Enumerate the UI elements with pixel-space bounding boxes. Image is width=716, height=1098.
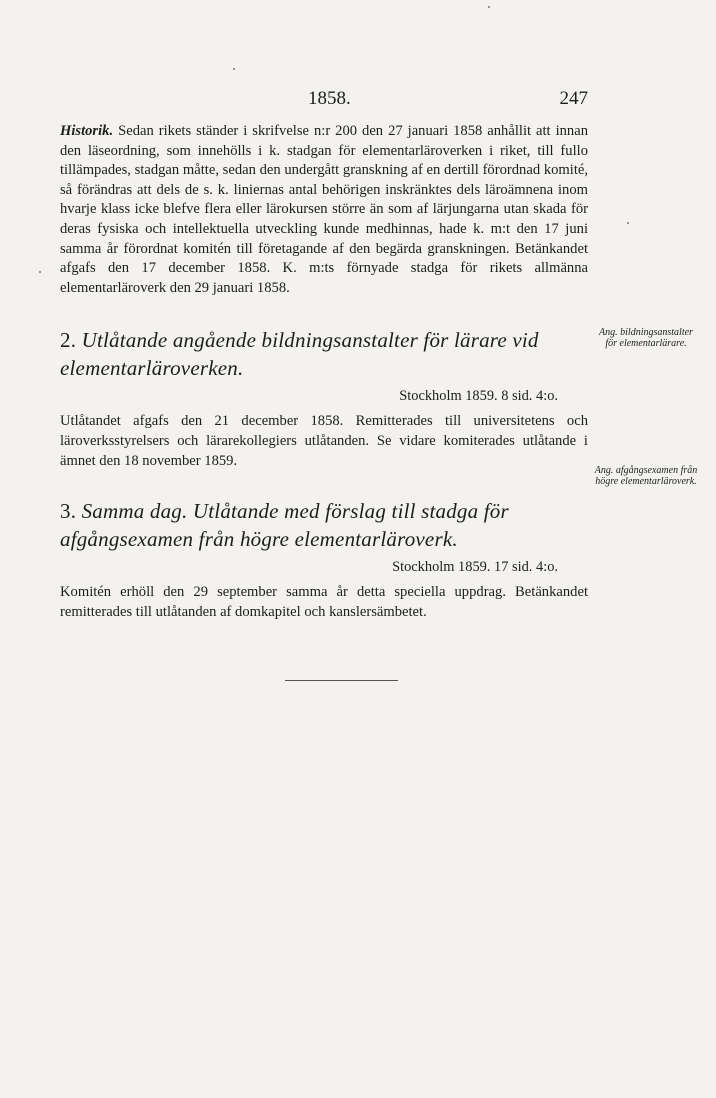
margin-note-entry-3: Ang. afgångsexamen från högre elementarläroverk. [594,465,698,487]
entry-2-heading [60,326,588,382]
entry-3-publication: Stockholm 1859. 17 sid. 4:o. [392,559,558,576]
margin-note-entry-2: Ang. bildningsanstalter för elementarlärare. [599,327,693,349]
historik-lead: Historik. [60,123,114,139]
entry-3-title: Samma dag. Utlåtande med förslag till stadga för afgångsexamen från högre elementarläroverk. [60,499,509,552]
page-body [60,122,588,622]
entry-3-number: 3. [60,499,77,524]
page-number: 247 [559,88,588,109]
entry-2-title: Utlåtande angående bildningsanstalter för lärare vid elementarläroverken. [60,328,539,381]
entry-3-heading [60,497,588,553]
entry-2 [60,326,588,471]
entry-2-text: Utlåtandet afgafs den 21 december 1858. Remitterades till universitetens och läroverksstyrelsers och lärarekollegiers utlåtanden. Se vidare komiterades utlåtande i ämnet den 18 november 1859. [60,413,588,469]
page-header [60,88,588,112]
closing-rule [285,680,398,681]
entry-2-number: 2. [60,328,77,353]
entry-3-text: Komitén erhöll den 29 september samma år detta speciella uppdrag. Betänkandet remitterades till utlåtanden af domkapitel och kanslersämbetet. [60,584,588,620]
historik-text: Sedan rikets ständer i skrifvelse n:r 200 den 27 januari 1858 anhållit att innan den läseordning, som innehölls i k. stadgan för elementarläroverken i riket, till fullo tillämpades, stadgan måtte, sedan den undergått granskning af en dertill förordnad komité, så förändras att dels de s. k. liniernas antal behörigen inskränktes dels läroämnena inom hvarje klass icke blefve flera eller lärokursen större än som af lärjungarna utan skada för deras fysiska och intellektuella utveckling kunde medhinnas, hade k. m:t den 17 juni samma år förordnat komitén till företagande af den begärda granskningen. Betänkandet afgafs den 17 december 1858. K. m:ts förnyade stadga för rikets allmänna elementarläroverk den 29 januari 1858. [60,123,589,296]
print-speck [233,68,235,70]
running-head-year: 1858. [308,88,351,109]
entry-2-publication: Stockholm 1859. 8 sid. 4:o. [399,388,558,405]
print-speck [39,271,41,273]
print-speck [488,6,490,8]
entry-3 [60,497,588,622]
historik-paragraph [60,122,588,298]
print-speck [627,222,629,224]
